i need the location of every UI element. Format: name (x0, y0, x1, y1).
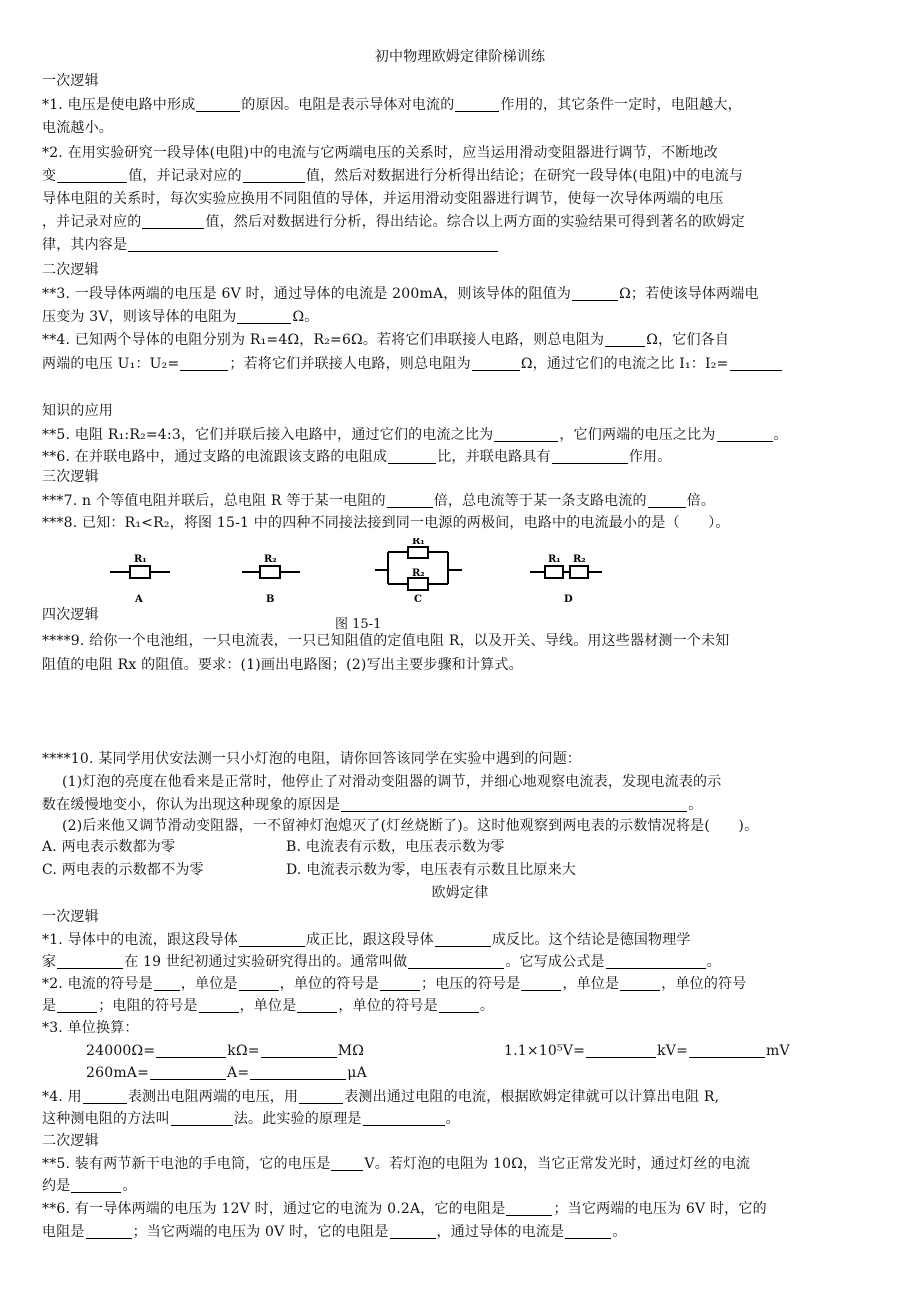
option-b: B. 电流表有示数，电压表示数为零 (286, 839, 505, 855)
label-r2-b: R₂ (264, 554, 277, 565)
question-4-cont: 两端的电压 U₁：U₂= ；若将它们并联接人电路，则总电阻为 Ω，通过它们的电流之比 I₁：I₂= (42, 353, 783, 375)
option-a: A. 两电表示数都为零 (42, 839, 176, 855)
conversion-3: 260mA= A= μA (86, 1065, 367, 1081)
section-heading: 一次逻辑 (42, 73, 99, 89)
question-6: **6. 在并联电路中，通过支路的电流跟该支路的电阻成 比，并联电路具有 作用。 (42, 449, 672, 465)
question-8: ***8. 已知：R₁<R₂，将图 15-1 中的四种不同接法接到同一电源的两极间，电路中的电流最小的是（ ）。 (42, 515, 730, 531)
question-2: *2. 在用实验研究一段导体(电阻)中的电流与它两端电压的关系时，应当运用滑动变阻器进行调节，不断地改 (42, 145, 718, 161)
question-4: **4. 已知两个导体的电阻分别为 R₁=4Ω，R₂=6Ω。若将它们串联接人电路，则总电阻为 Ω，它们各自 (42, 332, 730, 348)
label-a: A (135, 594, 143, 605)
section-title: 欧姆定律 (431, 885, 489, 901)
question-2-line4: ，并记录对应的 值，然后对数据进行分析，得出结论。综合以上两方面的实验结果可得到著名的欧姆定 (42, 214, 746, 230)
part2-question-5-cont: 约是 。 (42, 1178, 137, 1194)
question-3-cont: 压变为 3V，则该导体的电阻为 Ω。 (42, 309, 319, 325)
part2-question-5: **5. 装有两节新干电池的手电筒，它的电压是 V。若灯泡的电阻为 10Ω，当它正常发光时，通过灯丝的电流 (42, 1156, 751, 1172)
part2-question-2-cont: 是 ；电阻的符号是 ，单位是 ，单位的符号是 。 (42, 998, 495, 1014)
option-c: C. 两电表的示数都不为零 (42, 862, 204, 878)
question-2-line5: 律，其内容是 (42, 234, 499, 256)
part2-question-4-cont: 这种测电阻的方法叫 法。此实验的原理是 。 (42, 1111, 460, 1127)
section-heading: 二次逻辑 (42, 1133, 99, 1149)
part2-question-1: *1. 导体中的电流，跟这段导体 成正比，跟这段导体 成反比。这个结论是德国物理学 (42, 932, 691, 948)
question-9: ****9. 给你一个电池组，一只电流表，一只已知阻值的定值电阻 R，以及开关、导线。用这些器材测一个未知 (42, 633, 730, 649)
question-10-part2: (2)后来他又调节滑动变阻器，一不留神灯泡熄灭了(灯丝烧断了)。这时他观察到两电表的示数情况将是( )。 (62, 818, 759, 834)
question-10-part1: (1)灯泡的亮度在他看来是正常时，他停止了对滑动变阻器的调节，并细心地观察电流表，发现电流表的示 (62, 774, 722, 790)
section-heading: 三次逻辑 (42, 469, 99, 485)
label-b: B (266, 594, 275, 605)
question-2-line3: 导体电阻的关系时，每次实验应换用不同阻值的导体，并运用滑动变阻器进行调节，使每一次导体两端的电压 (42, 191, 724, 207)
conversion-2: 1.1×10⁵V= kV= mV (504, 1043, 790, 1059)
label-r1-a: R₁ (134, 554, 147, 565)
question-5: **5. 电阻 R₁:R₂=4:3，它们并联后接入电路中，通过它们的电流之比为 ，它们两端的电压之比为 。 (42, 427, 788, 443)
section-heading: 四次逻辑 (42, 607, 99, 623)
part2-question-6-cont: 电阻是 ；当它两端的电压为 0V 时，它的电阻是 ，通过导体的电流是 。 (42, 1224, 627, 1240)
part2-question-1-cont: 家 在 19 世纪初通过实验研究得出的。通常叫做 。它写成公式是 。 (42, 954, 721, 970)
section-heading: 知识的应用 (42, 403, 113, 419)
label-r2-d: R₂ (573, 554, 586, 565)
question-10: ****10. 某同学用伏安法测一只小灯泡的电阻，请你回答该同学在实验中遇到的问题： (42, 751, 582, 767)
question-2-line2: 变 值，并记录对应的 值，然后对数据进行分析得出结论；在研究一段导体(电阻)中的电流与 (42, 168, 744, 184)
question-10-part1-cont: 数在缓慢地变小，你认为出现这种现象的原因是 。 (42, 797, 703, 813)
question-7: ***7. n 个等值电阻并联后，总电阻 R 等于某一电阻的 倍，总电流等于某一条支路电流的 倍。 (42, 493, 716, 509)
question-1: *1. 电压是使电路中形成 的原因。电阻是表示导体对电流的 作用的，其它条件一定时，电阻越大， (42, 97, 742, 113)
label-r2-c: R₂ (412, 568, 425, 579)
section-heading: 一次逻辑 (42, 909, 99, 925)
option-d: D. 电流表示数为零，电压表有示数且比原来大 (286, 862, 577, 878)
label-d: D (564, 594, 573, 605)
part2-question-2: *2. 电流的符号是 ，单位是 ，单位的符号是 ；电压的符号是 ，单位是 ，单位的符号 (42, 976, 747, 992)
question-3: **3. 一段导体两端的电压是 6V 时，通过导体的电流是 200mA，则该导体的阻值为 Ω；若使该导体两端电 (42, 286, 759, 302)
label-r1-c: R₁ (412, 538, 425, 547)
conversion-1: 24000Ω= kΩ= MΩ (86, 1043, 365, 1059)
page-title: 初中物理欧姆定律阶梯训练 (374, 49, 546, 65)
figure-caption: 图 15-1 (335, 617, 382, 632)
label-c: C (414, 594, 422, 605)
question-9-cont: 阻值的电阻 Rx 的阻值。要求：(1)画出电路图；(2)写出主要步骤和计算式。 (42, 657, 523, 673)
label-r1-d: R₁ (548, 554, 561, 565)
part2-question-6: **6. 有一导体两端的电压为 12V 时，通过它的电流为 0.2A，它的电阻是 ；当它两端的电压为 6V 时，它的 (42, 1201, 767, 1217)
part2-question-4: *4. 用 表测出电阻两端的电压，用 表测出通过电阻的电流，根据欧姆定律就可以计算出电阻 R, (42, 1089, 720, 1105)
part2-question-3: *3. 单位换算： (42, 1020, 139, 1036)
section-heading: 二次逻辑 (42, 262, 99, 278)
question-1-cont: 电流越小。 (42, 120, 113, 136)
